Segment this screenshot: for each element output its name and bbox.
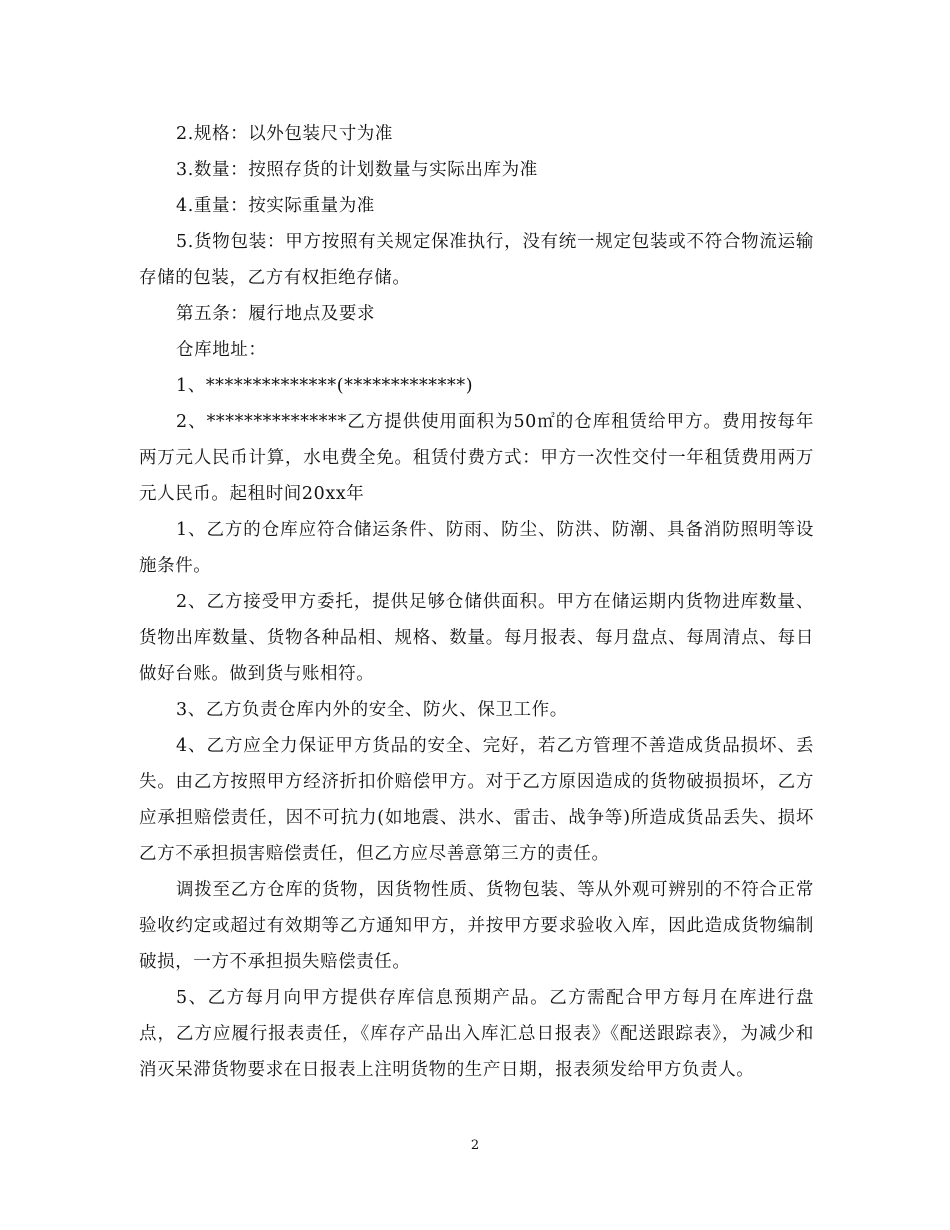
- paragraph-packaging: 5.货物包装：甲方按照有关规定保准执行，没有统一规定包装或不符合物流运输存储的包装，乙方有权拒绝存储。: [139, 232, 814, 288]
- section-heading-article-five: 第五条：履行地点及要求: [176, 304, 376, 324]
- paragraph-clause-five: 5、乙方每月向甲方提供存库信息预期产品。乙方需配合甲方每月在库进行盘点，乙方应履行报表责任，《库存产品出入库汇总日报表》《配送跟踪表》，为减少和消灭呆滞货物要求在日报表上注明货物的生产日期，报表须发给甲方负责人。: [139, 988, 814, 1080]
- paragraph-clause-three: 3、乙方负责仓库内外的安全、防火、保卫工作。: [176, 700, 568, 720]
- document-body: [139, 116, 814, 1088]
- paragraph-transfer-goods: 调拨至乙方仓库的货物，因货物性质、货物包装、等从外观可辨别的不符合正常验收约定或超过有效期等乙方通知甲方，并按甲方要求验收入库，因此造成货物编制破损，一方不承担损失赔偿责任。: [139, 880, 814, 972]
- paragraph-warehouse-address-label: 仓库地址：: [176, 340, 267, 360]
- page-number: 2: [470, 1138, 480, 1153]
- paragraph-spec: 2.规格：以外包装尺寸为准: [176, 124, 393, 144]
- paragraph-weight: 4.重量：按实际重量为准: [176, 196, 375, 216]
- paragraph-address-two-lease: 2、***************乙方提供使用面积为50㎡的仓库租赁给甲方。费用按每年两万元人民币计算，水电费全免。租赁付费方式：甲方一次性交付一年租赁费用两万元人民币。起租时间20xx年: [139, 412, 814, 504]
- paragraph-clause-four: 4、乙方应全力保证甲方货品的安全、完好，若乙方管理不善造成货品损坏、丢失。由乙方按照甲方经济折扣价赔偿甲方。对于乙方原因造成的货物破损损坏，乙方应承担赔偿责任，因不可抗力(如地震、洪水、雷击、战争等)所造成货品丢失、损坏乙方不承担损害赔偿责任，但乙方应尽善意第三方的责任。: [139, 736, 814, 864]
- paragraph-clause-one: 1、乙方的仓库应符合储运条件、防雨、防尘、防洪、防潮、具备消防照明等设施条件。: [139, 520, 814, 576]
- paragraph-address-one: 1、**************(*************): [176, 376, 474, 396]
- paragraph-quantity: 3.数量：按照存货的计划数量与实际出库为准: [176, 160, 538, 180]
- paragraph-clause-two: 2、乙方接受甲方委托，提供足够仓储供面积。甲方在储运期内货物进库数量、货物出库数量、货物各种品相、规格、数量。每月报表、每月盘点、每周清点、每日做好台账。做到货与账相符。: [139, 592, 814, 684]
